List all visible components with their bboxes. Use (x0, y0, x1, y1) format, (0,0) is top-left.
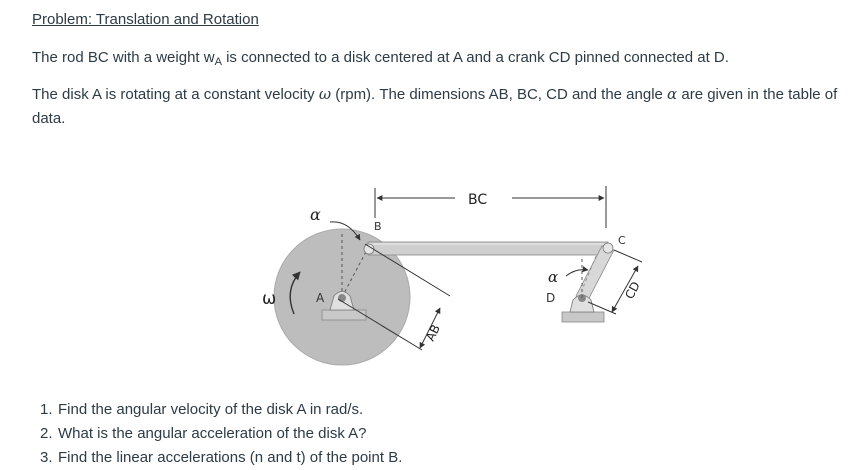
omega-label: ω (262, 289, 277, 309)
ab-label: AB (423, 322, 443, 344)
para1-text-end: is connected to a disk centered at A and a crank CD pinned connected at D. (221, 49, 729, 66)
question-item (40, 446, 402, 470)
point-d-label: D (546, 291, 556, 305)
para2-text-middle: (rpm). The dimensions AB, BC, CD and the angle (331, 86, 668, 103)
para2-text-end: are given in the table of data. (32, 86, 838, 127)
question-number: 2. (40, 425, 53, 442)
question-item (40, 398, 402, 422)
alpha-label-disk: α (310, 205, 321, 224)
support-d (562, 294, 604, 322)
mechanism-diagram (250, 172, 670, 392)
point-a-label: A (316, 291, 325, 305)
omega-symbol: ω (318, 85, 332, 103)
problem-title: Problem: Translation and Rotation (32, 11, 259, 28)
cd-label: CD (622, 279, 643, 302)
question-number: 1. (40, 401, 53, 418)
para1-text-start: The rod BC with a weight w (32, 49, 215, 66)
pin-c (603, 243, 613, 253)
question-number: 3. (40, 449, 53, 466)
bc-dimension (375, 186, 606, 232)
alpha-symbol: α (667, 85, 678, 103)
weight-subscript: A (214, 56, 222, 68)
point-b-label: B (374, 220, 382, 233)
question-text: Find the linear accelerations (n and t) of the point B. (58, 449, 403, 466)
alpha-arc-crank (566, 270, 588, 276)
question-text: Find the angular velocity of the disk A in rad/s. (58, 401, 364, 418)
bc-label: BC (468, 192, 488, 208)
question-text: What is the angular acceleration of the disk A? (58, 425, 367, 442)
problem-paragraph-2 (32, 82, 862, 131)
rod-bc (368, 242, 608, 255)
question-item (40, 422, 402, 446)
question-list (40, 398, 402, 470)
para2-text-start: The disk A is rotating at a constant velocity (32, 86, 319, 103)
alpha-label-crank: α (548, 268, 559, 286)
problem-paragraph-1 (32, 46, 862, 74)
point-c-label: C (618, 234, 626, 247)
